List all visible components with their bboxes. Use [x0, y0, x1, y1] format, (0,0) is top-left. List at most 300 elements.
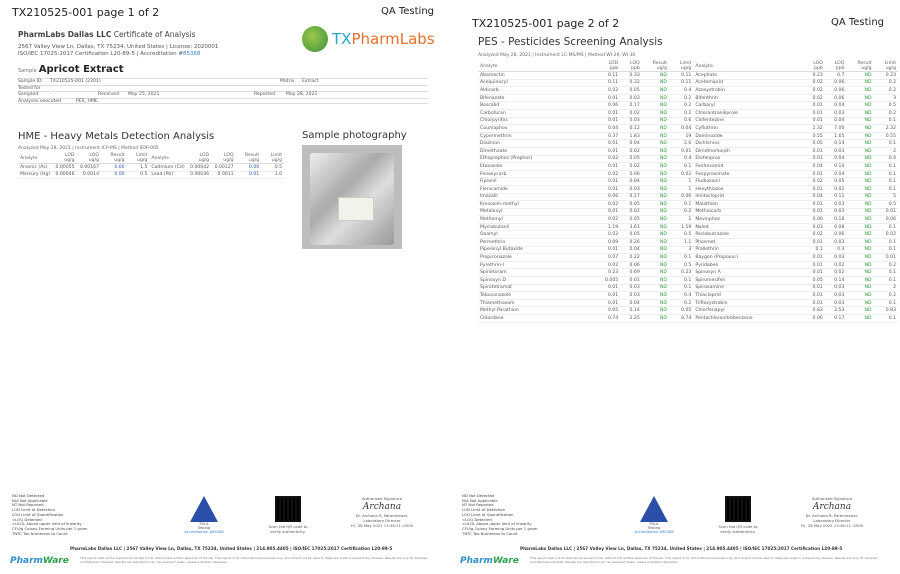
signer-role: Laboratory Director	[813, 518, 851, 523]
cell: ND	[846, 216, 873, 224]
cell: 0.1	[874, 163, 898, 171]
cell: 0.22	[620, 254, 642, 262]
cell: 0.03	[620, 284, 642, 292]
cell: 0.2	[874, 109, 898, 117]
analyte-name: Spiroxamine	[693, 284, 803, 292]
pes-table	[478, 61, 898, 323]
cell: ND	[642, 185, 669, 193]
analyte-name: Spiromesifen	[693, 277, 803, 285]
cell: 0.2	[669, 299, 693, 307]
analyte-name: Daminozide	[693, 132, 803, 140]
cell: 0.23	[874, 72, 898, 80]
cell: ND	[642, 284, 669, 292]
cell: ND	[846, 185, 873, 193]
cell: 0.69	[620, 269, 642, 277]
cell: 0.01	[803, 254, 825, 262]
legend-item: NT Not Reported	[12, 502, 44, 508]
column-header: Result ug/g	[101, 153, 127, 164]
cell: 0.4	[874, 155, 898, 163]
cell: 0.01	[598, 299, 620, 307]
cell: 0.11	[598, 79, 620, 87]
cell: 0.11	[669, 79, 693, 87]
cell: ND	[642, 109, 669, 117]
legend-item: LOD Limit of Detection	[462, 507, 506, 513]
cell: 0.74	[598, 315, 620, 323]
accreditation-text: Accreditation #85368	[634, 530, 674, 534]
column-header: LOD ppb	[598, 61, 620, 72]
cell: 0.06	[874, 216, 898, 224]
signer-name: Dr. Archana R. Parameswar,	[355, 513, 409, 518]
cell: 0.01	[803, 299, 825, 307]
cell: 0.04	[620, 299, 642, 307]
cell: 0.03	[825, 239, 847, 247]
table-row	[18, 164, 284, 172]
analyte-name: Cypermethrin	[478, 132, 598, 140]
analyte-name: Thiamethoxam	[478, 299, 598, 307]
cell: 0.04	[620, 178, 642, 186]
cell: ND	[642, 178, 669, 186]
column-header: LOQ ug/g	[211, 153, 236, 164]
cell: 0.0014	[77, 171, 102, 179]
cell: 0.04	[669, 125, 693, 133]
table-row	[478, 178, 898, 186]
cell: 0.1	[874, 170, 898, 178]
cell: ND	[846, 261, 873, 269]
cell: 0.05	[620, 155, 642, 163]
table-row	[478, 269, 898, 277]
table-row	[478, 284, 898, 292]
cell: 0.2	[669, 109, 693, 117]
cell: 0.1	[803, 246, 825, 254]
cell: ND	[846, 87, 873, 95]
table-row	[478, 216, 898, 224]
cell: ND	[846, 201, 873, 209]
signed-at: Fri, 28 May 2021 13:48:11 -0500	[800, 523, 864, 528]
cell: 0.17	[825, 315, 847, 323]
legend-item: LOQ Limit of Quantification	[12, 511, 64, 517]
cell: 0.11	[825, 193, 847, 201]
cell: ND	[642, 72, 669, 80]
qr-code-icon[interactable]	[275, 496, 301, 522]
cell: 0.5	[127, 171, 150, 179]
table-row	[478, 79, 898, 87]
analyte-name: Malathion	[693, 201, 803, 209]
column-header: LOQ ppb	[825, 61, 847, 72]
analyte-name: Piperonyl Butoxide	[478, 246, 598, 254]
cell: 0.01	[803, 261, 825, 269]
cell: 0.17	[620, 102, 642, 110]
analyte-name: Phosmet	[693, 239, 803, 247]
logo-pharm: PharmLabs	[351, 30, 435, 48]
cell: 0.5	[874, 201, 898, 209]
table-row	[478, 261, 898, 269]
column-header: Analyte	[478, 61, 598, 72]
cell: 0.02	[803, 178, 825, 186]
cell: 0.83	[874, 307, 898, 315]
cell: 0.01	[598, 117, 620, 125]
cell: 0.01	[874, 208, 898, 216]
cell: 0.03	[825, 292, 847, 300]
cell: ND	[846, 79, 873, 87]
table-row	[478, 185, 898, 193]
table-row	[478, 193, 898, 201]
cell: 0.23	[803, 72, 825, 80]
analyte-name: Pentachloronitrobenzene	[693, 315, 803, 323]
lab-heading	[18, 30, 196, 39]
cell: 0.04	[803, 193, 825, 201]
cell: 0.06	[825, 231, 847, 239]
fpa-triangle-logo	[640, 496, 668, 522]
cell: ND	[846, 254, 873, 262]
analyte-name: Carbaryl	[693, 102, 803, 110]
cell: 0.5	[261, 164, 284, 172]
cell: 0.2	[874, 292, 898, 300]
iso-line	[18, 51, 218, 58]
cell: ND	[846, 284, 873, 292]
cell: 2	[874, 284, 898, 292]
sample-name: Apricot Extract	[38, 64, 124, 75]
qa-label: QA Testing	[380, 6, 434, 17]
cell: ND	[642, 277, 669, 285]
cell: 0.00127	[211, 164, 236, 172]
sig-title: Authorized Signature	[361, 496, 403, 501]
cell: 0.02	[803, 87, 825, 95]
cell: 0.07	[598, 254, 620, 262]
cell: ND	[846, 315, 873, 323]
cell: 0.01	[598, 208, 620, 216]
company-line: PharmLabs Dallas LLC | 2567 Valley View Ln, Dallas, TX 75234, United States | 214.905.4405 | ISO/IEC 17025:2017 Certification L20-89-5	[520, 546, 843, 551]
cell: 0.02	[620, 163, 642, 171]
legend-item: ND Not Detected	[462, 493, 495, 498]
cell: 0.01	[598, 140, 620, 148]
cell: 0.14	[825, 163, 847, 171]
analyte-name: Aldicarb	[478, 87, 598, 95]
fpa-sub: Testing	[647, 526, 661, 530]
cell: 0.02	[803, 79, 825, 87]
cell: 0.03	[825, 299, 847, 307]
cell: 0.04	[825, 170, 847, 178]
analyte-name: Paclobutrazole	[693, 231, 803, 239]
cell: 0.00	[236, 164, 262, 172]
cell: 0.06	[669, 193, 693, 201]
analyte-name: Chlorantraniliprole	[693, 109, 803, 117]
cell: ND	[642, 208, 669, 216]
cell: 0.03	[825, 208, 847, 216]
lab-name: PharmLabs Dallas LLC	[18, 30, 112, 39]
accreditation-badge	[180, 496, 228, 534]
cell: ND	[846, 239, 873, 247]
cell: 0.03	[620, 94, 642, 102]
table-row	[478, 170, 898, 178]
table-header-row	[478, 61, 898, 72]
cell: ND	[642, 315, 669, 323]
analyte-name: Diazinon	[478, 140, 598, 148]
cell: 0.26	[620, 239, 642, 247]
analyte-name: Pyridaben	[693, 261, 803, 269]
cell: 0.1	[874, 140, 898, 148]
analyte-name: Fenhexamid	[693, 163, 803, 171]
table-row	[478, 315, 898, 323]
cell: ND	[642, 216, 669, 224]
disclaimer: This report shall not be reproduced except in full, without the written approval of the lab. This report is for informational purposes only, and should not be used to diagnose, treat or prevent any disease. Results are only for samples and batches indicated. Results are reported on an "as received" basis, unless indicated otherwise.	[530, 556, 878, 564]
logo-tx: TX	[332, 30, 352, 48]
analyte-name: Abamectin	[478, 72, 598, 80]
cell: 0.83	[803, 307, 825, 315]
cell: 0.03	[620, 292, 642, 300]
analyte-name: Mevinphos	[693, 216, 803, 224]
qr-caption: Scan the QR code to verify authenticity.	[268, 524, 308, 534]
cell: 0.02	[598, 155, 620, 163]
cell: 0.1	[669, 163, 693, 171]
brand-b: Ware	[42, 556, 69, 566]
legend-item: LOD Limit of Detection	[12, 507, 56, 513]
cell: 1.0	[261, 171, 284, 179]
cell: 0.05	[598, 307, 620, 315]
analyte-name: Imidacloprid	[693, 193, 803, 201]
accreditation-link[interactable]: 85368	[182, 51, 201, 57]
cell: 0.4	[669, 155, 693, 163]
column-header: Limit ug/g	[874, 61, 898, 72]
cell: 0.03	[620, 185, 642, 193]
cell: ND	[642, 125, 669, 133]
cell: 3.61	[620, 223, 642, 231]
legend-item: TNTC Too Numerous to Count	[462, 530, 518, 536]
cell: 0.2	[874, 261, 898, 269]
cell: 0.1	[874, 223, 898, 231]
legend-item: N/A Not Applicable	[462, 497, 498, 503]
analyte-name: Etoxazole	[478, 163, 598, 171]
analyte-name: Acephate	[693, 72, 803, 80]
column-header: Limit ug/g	[127, 153, 150, 164]
qr-code-icon[interactable]	[725, 496, 751, 522]
sample-id: TX210525-001 (2201)	[50, 79, 101, 84]
analyte-name: Methiocarb	[693, 208, 803, 216]
analyte-name: Dichlorvos	[693, 140, 803, 148]
cell: ND	[642, 170, 669, 178]
legend-item: NT Not Reported	[462, 502, 494, 508]
cell: 0.05	[803, 140, 825, 148]
cell: 0.17	[620, 193, 642, 201]
cell: 1.65	[825, 132, 847, 140]
column-header: Result ug/g	[236, 153, 262, 164]
txpharmlabs-logo	[302, 26, 435, 52]
analyte-name: Ethoprophos (Prophos)	[478, 155, 598, 163]
analyte-name: Tebuconazole	[478, 292, 598, 300]
cell: 2.6	[669, 140, 693, 148]
disclaimer: This report shall not be reproduced except in full, without the written approval of the lab. This report is for informational purposes only, and should not be used to diagnose, treat or prevent any disease. Results are only for samples and batches indicated. Results are reported on an "as received" basis, unless indicated otherwise.	[80, 556, 428, 564]
cell: 0.2	[874, 79, 898, 87]
fpa-name: P.N.A	[649, 522, 659, 526]
brand-a: Pharm	[460, 556, 493, 566]
cell: ND	[642, 239, 669, 247]
page-title: TX210525-001 page 1 of 2	[12, 6, 160, 19]
analyte-name: Boscalid	[478, 102, 598, 110]
column-header: Limit ug/g	[669, 61, 693, 72]
legend-item: >ULOL Above upper limit of linearity	[462, 521, 532, 527]
label: Reported	[254, 92, 275, 97]
signature-image: Archana	[362, 502, 402, 512]
cell: 0.01	[598, 292, 620, 300]
cell: 1.83	[620, 132, 642, 140]
signature-block	[790, 496, 874, 528]
column-header: Result ug/g	[846, 61, 873, 72]
cell: 0.01	[598, 109, 620, 117]
cell: 0.23	[669, 269, 693, 277]
cell: 0.04	[825, 102, 847, 110]
iso-text: ISO/IEC 17025:2017 Certification L20-89-5 | Accreditation #	[18, 51, 183, 57]
cell: 0.6	[669, 117, 693, 125]
cell: 0.01	[598, 94, 620, 102]
cell: 0.1	[874, 246, 898, 254]
cell: 0.55	[803, 132, 825, 140]
cell: 0.1	[669, 254, 693, 262]
column-header: LOD ug/g	[187, 153, 211, 164]
cell: ND	[642, 246, 669, 254]
cell: 0.06	[598, 193, 620, 201]
cell: ND	[846, 72, 873, 80]
cell: 1.5	[127, 164, 150, 172]
column-header: LOQ ug/g	[77, 153, 102, 164]
cell: ND	[642, 147, 669, 155]
accreditation-badge	[630, 496, 678, 534]
cell: 0.33	[620, 72, 642, 80]
hme-table	[18, 153, 284, 179]
analyte-name: Cadmium (Cd)	[151, 164, 185, 170]
analyte-name: Imazalil	[478, 193, 598, 201]
cell: ND	[642, 140, 669, 148]
label: Sampled	[18, 92, 39, 97]
label: Analyses executed	[18, 98, 62, 104]
cell: ND	[846, 94, 873, 102]
analyte-name: Chlorpyrifos	[478, 117, 598, 125]
cell: ND	[642, 155, 669, 163]
cell: 0.12	[620, 125, 642, 133]
legend-item: ND Not Detected	[12, 493, 45, 498]
fpa-triangle-logo	[190, 496, 218, 522]
cell: ND	[846, 299, 873, 307]
cell: 3	[874, 94, 898, 102]
cell: ND	[642, 102, 669, 110]
cell: 0.01	[803, 147, 825, 155]
analyte-name: Dimethomorph	[693, 147, 803, 155]
cell: 0.2	[669, 94, 693, 102]
cell: ND	[846, 117, 873, 125]
cell: 0.1	[874, 277, 898, 285]
abbreviation-legend	[462, 494, 537, 536]
cell: 0.01	[598, 246, 620, 254]
fpa-sub: Testing	[197, 526, 211, 530]
cell: 0.0011	[211, 171, 236, 179]
signer-role: Laboratory Director	[363, 518, 401, 523]
cell: ND	[846, 125, 873, 133]
cell: 0.5	[669, 231, 693, 239]
qa-label: QA Testing	[830, 17, 884, 28]
table-row	[478, 140, 898, 148]
cell: 0.1	[874, 269, 898, 277]
cell: ND	[846, 102, 873, 110]
cell: 0.01	[803, 269, 825, 277]
cell: 0.01	[803, 239, 825, 247]
cell: 0.06	[620, 170, 642, 178]
cell: 0.04	[825, 155, 847, 163]
cell: 0.03	[825, 254, 847, 262]
hme-subtitle: Analyzed May 28, 2021 | Instrument ICP-MS | Method SOP-005	[18, 146, 159, 151]
signature-block	[340, 496, 424, 528]
cell: 0.01	[669, 147, 693, 155]
cell: 19	[669, 132, 693, 140]
cell: 0.18	[825, 216, 847, 224]
cell: ND	[642, 132, 669, 140]
cell: ND	[642, 79, 669, 87]
cell: 0.74	[669, 315, 693, 323]
analyte-name: Azoxystrobin	[693, 87, 803, 95]
analyte-name: Spinosyn D	[478, 277, 598, 285]
cell: 0.04	[825, 117, 847, 125]
label: Tested for	[18, 85, 41, 91]
cell: 0.06	[598, 102, 620, 110]
cell: 0.00	[101, 164, 127, 172]
cell: 0.03	[825, 109, 847, 117]
cell: 0.4	[669, 292, 693, 300]
legend-item: N/A Not Applicable	[12, 497, 48, 503]
cell: 2.25	[620, 315, 642, 323]
cell: 0.01	[874, 254, 898, 262]
brand-b: Ware	[492, 556, 519, 566]
table-row	[478, 277, 898, 285]
cell: 0.1	[874, 315, 898, 323]
cell: 0.00167	[77, 164, 102, 172]
cell: 0.1	[874, 239, 898, 247]
cell: 0.14	[620, 307, 642, 315]
legend-item: <LOQ Detected	[12, 516, 42, 522]
sample-heading	[18, 64, 124, 75]
cell: 0.01	[803, 102, 825, 110]
lab-address	[18, 44, 218, 58]
table-row	[478, 292, 898, 300]
cell: 0.05	[620, 201, 642, 209]
analyte-name: Thiacloprid	[693, 292, 803, 300]
column-header: LOD ug/g	[52, 153, 76, 164]
qr-block	[268, 496, 308, 534]
column-header: Limit ug/g	[261, 153, 284, 164]
cell: 0.06	[825, 87, 847, 95]
cell: 0.01	[598, 178, 620, 186]
label: Sample ID	[18, 79, 42, 84]
cell: ND	[642, 307, 669, 315]
cell: 7.00	[825, 125, 847, 133]
table-row	[478, 208, 898, 216]
cell: 0.02	[620, 208, 642, 216]
analyte-name: Spirotetramat	[478, 284, 598, 292]
cell: ND	[642, 292, 669, 300]
analyte-name: Acequinocyl	[478, 79, 598, 87]
legend-item: LOQ Limit of Quantification	[462, 511, 514, 517]
analyte-name: Chlordane	[478, 315, 598, 323]
cell: ND	[642, 261, 669, 269]
fpa-name: P.N.A	[199, 522, 209, 526]
analyte-name: Arsenic (As)	[18, 164, 52, 172]
sig-title: Authorized Signature	[811, 496, 853, 501]
cell: ND	[846, 163, 873, 171]
cell: 0.00046	[52, 171, 76, 179]
analyte-name: Spinetoram	[478, 269, 598, 277]
cell: 0.03	[803, 223, 825, 231]
cell: 5	[874, 193, 898, 201]
table-row	[478, 125, 898, 133]
cell: ND	[846, 292, 873, 300]
cert-title: Certificate of Analysis	[113, 30, 196, 39]
cell: 0.01	[803, 292, 825, 300]
